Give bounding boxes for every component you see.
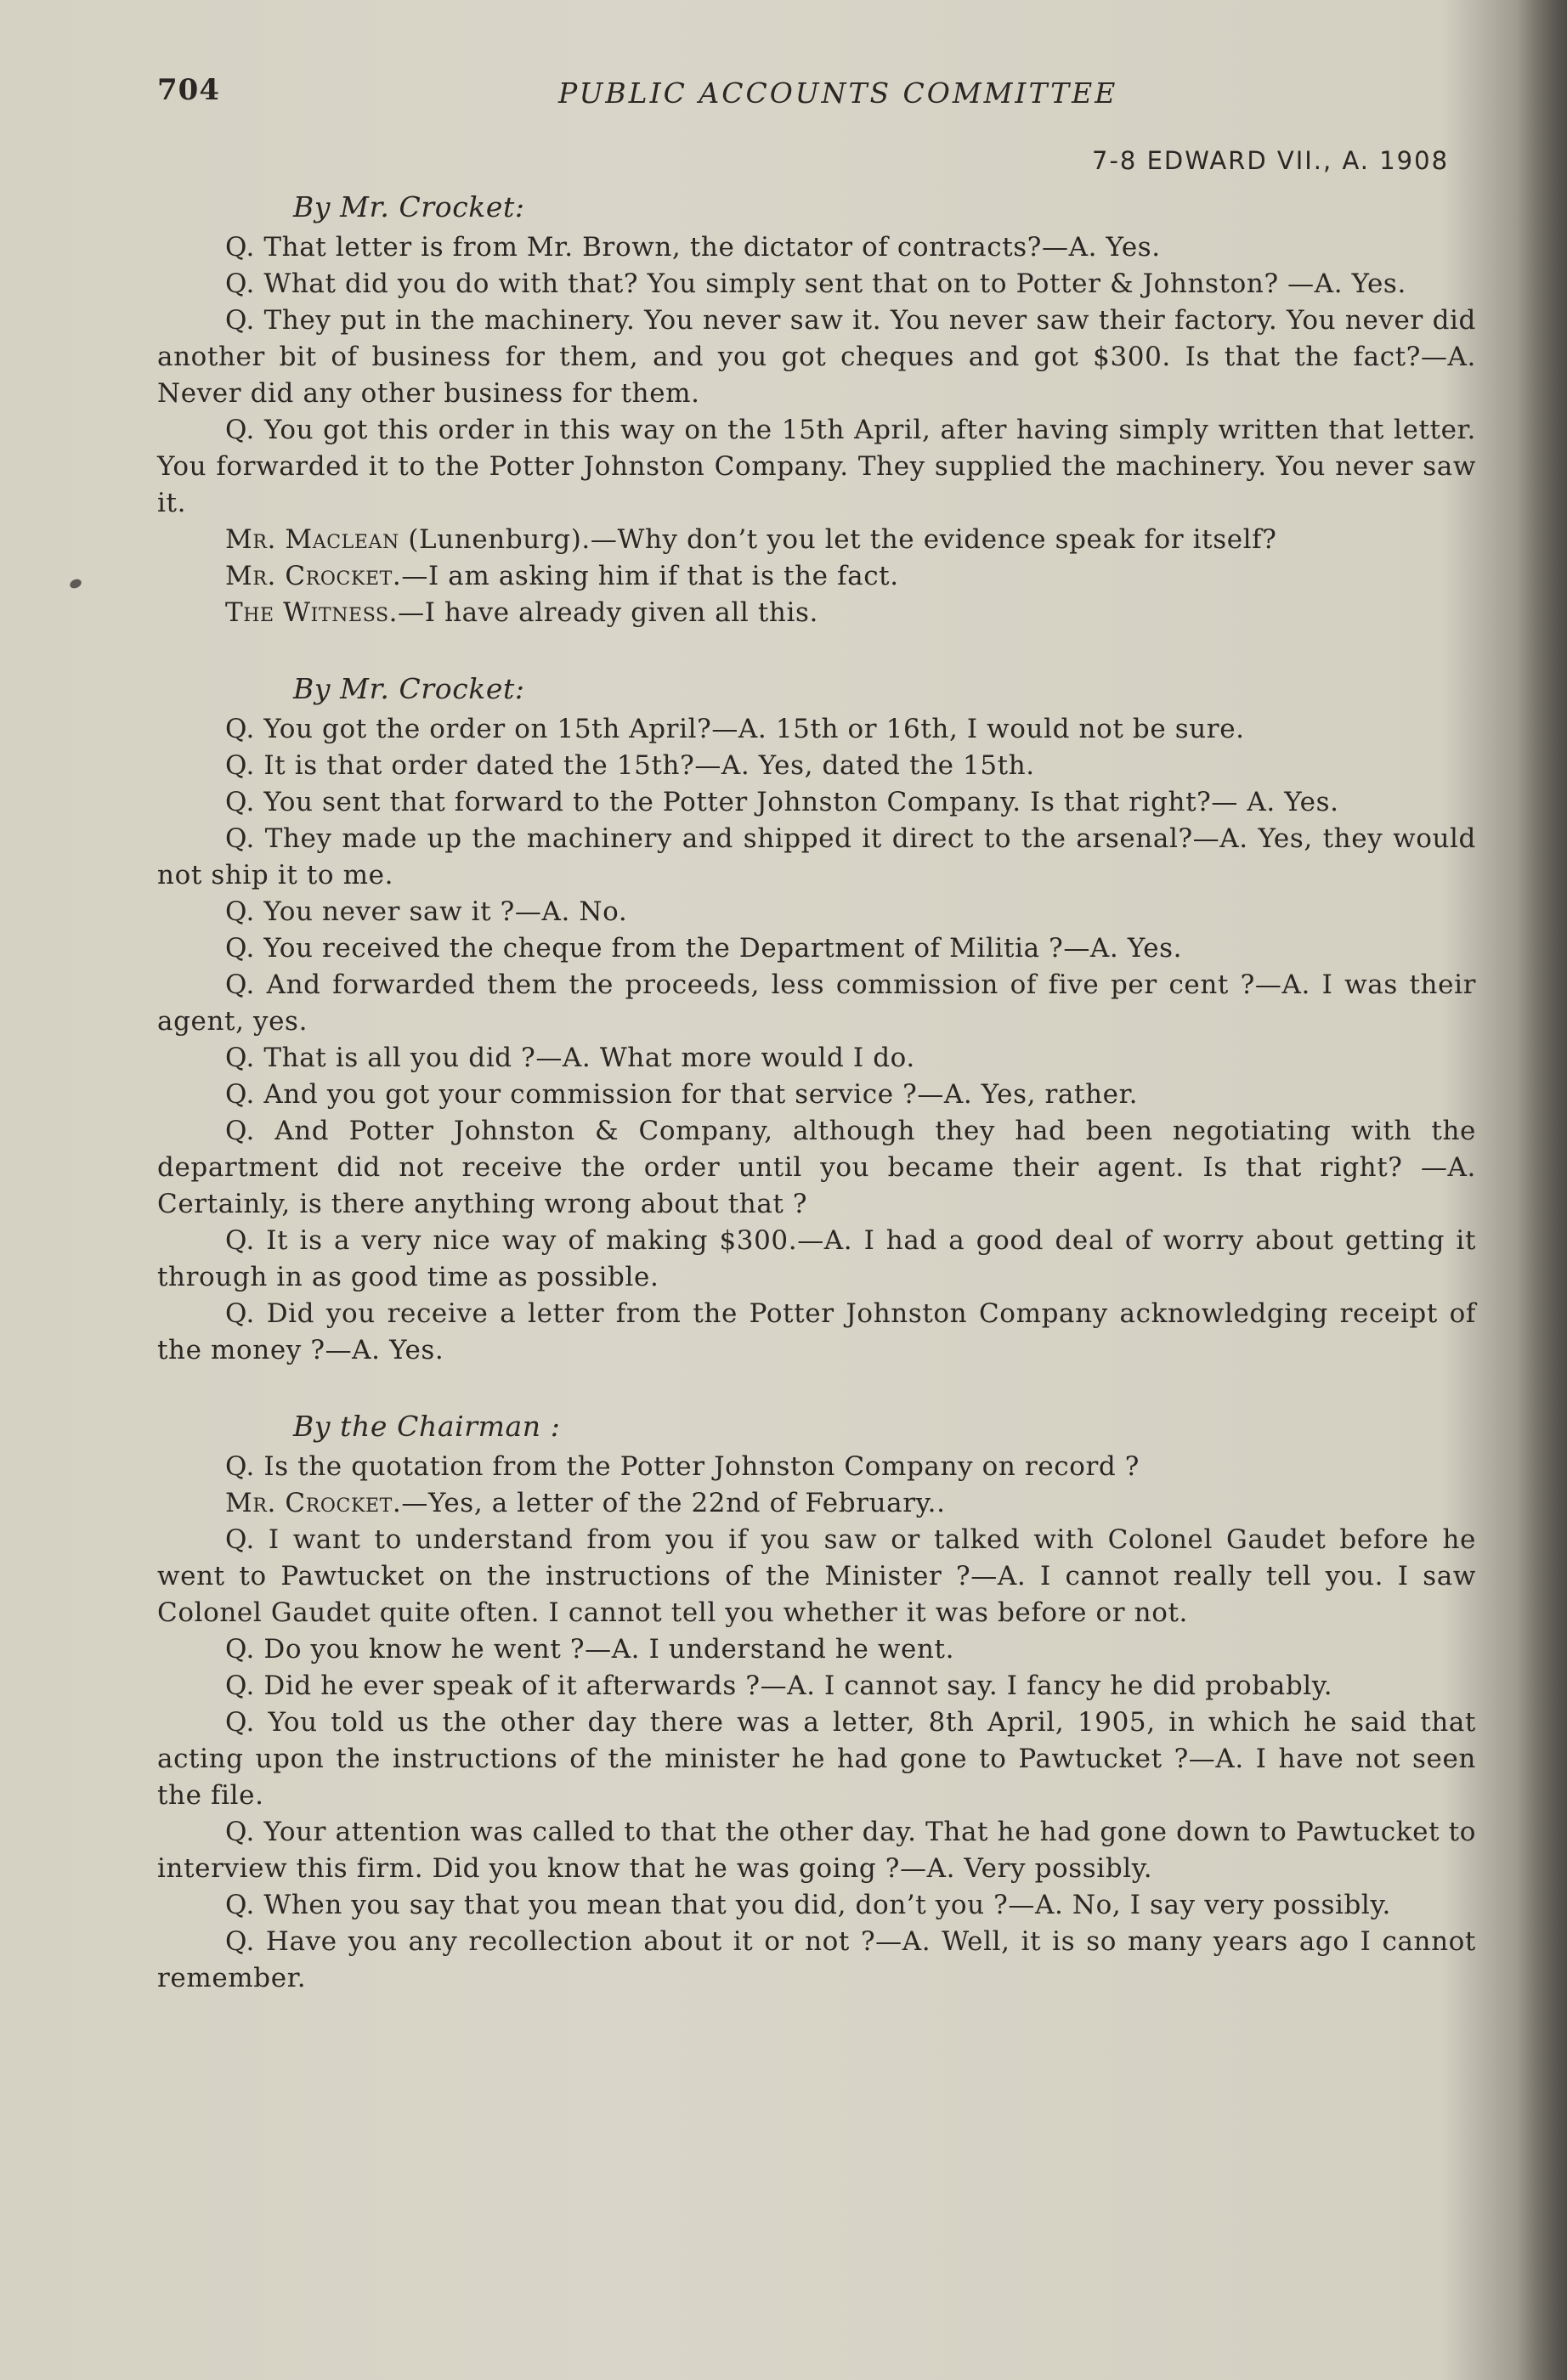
qa-paragraph: Q. You got this order in this way on the 15th April, after having simply written that letter. You forwarded it to the Potter Johnston Company. They supplied the machinery. You never saw it. (157, 415, 1476, 518)
qa-paragraph: Q. Is the quotation from the Potter Johnston Company on record ? (225, 1451, 1140, 1482)
page-edge-shadow (1516, 0, 1567, 2380)
qa-paragraph: Q. They made up the machinery and shipped it direct to the arsenal?—A. Yes, they would not ship it to me. (157, 823, 1476, 890)
section-subhead: By Mr. Crocket: (293, 190, 525, 223)
qa-paragraph: Q. Did you receive a letter from the Potter Johnston Company acknowledging receipt of the money ?—A. Yes. (157, 1298, 1476, 1365)
qa-paragraph: Q. You sent that forward to the Potter Johnston Company. Is that right?— A. Yes. (225, 787, 1339, 817)
speaker-name: Mr. Maclean (225, 524, 399, 555)
qa-paragraph: Q. Do you know he went ?—A. I understand he went. (225, 1634, 955, 1665)
qa-paragraph: Q. I want to understand from you if you saw or talked with Colonel Gaudet before he went to Pawtucket on the instructions of the Minister ?—A. I cannot really tell you. I saw Colonel Gaudet quite often. I cannot tell you whether it was before or not. (157, 1524, 1476, 1628)
section-subhead: By Mr. Crocket: (293, 672, 525, 705)
qa-paragraph: Q. And forwarded them the proceeds, less commission of five per cent ?—A. I was their agent, yes. (157, 970, 1476, 1037)
qa-paragraph: Q. You told us the other day there was a letter, 8th April, 1905, in which he said that acting upon the instructions of the minister he had gone to Pawtucket ?—A. I have not seen the file. (157, 1707, 1476, 1811)
qa-paragraph: Q. Your attention was called to that the other day. That he had gone down to Pawtucket to interview this firm. Did you know that he was going ?—A. Very possibly. (157, 1817, 1476, 1884)
speaker-name: Mr. Crocket. (225, 561, 402, 591)
qa-paragraph: Q. You got the order on 15th April?—A. 15th or 16th, I would not be sure. (225, 714, 1245, 744)
qa-paragraph: Q. They put in the machinery. You never saw it. You never saw their factory. You never did another bit of business for them, and you got cheques and got $300. Is that the fact?—A. Never did any other business for them. (157, 305, 1476, 409)
running-title: PUBLIC ACCOUNTS COMMITTEE (558, 76, 1118, 110)
qa-paragraph: Q. You never saw it ?—A. No. (225, 896, 628, 927)
qa-paragraph: Q. And Potter Johnston & Company, although they had been negotiating with the department did not receive the order until you became their agent. Is that right? —A. Certainly, is there anything wrong about that ? (157, 1116, 1476, 1219)
speaker-line (157, 1485, 1476, 1522)
qa-paragraph: Q. And you got your commission for that service ?—A. Yes, rather. (225, 1079, 1139, 1110)
edition-line: 7-8 EDWARD VII., A. 1908 (1092, 146, 1450, 175)
qa-paragraph: Q. It is that order dated the 15th?—A. Yes, dated the 15th. (225, 750, 1035, 781)
section-subhead: By the Chairman : (293, 1410, 561, 1443)
qa-paragraph: Q. It is a very nice way of making $300.—A. I had a good deal of worry about getting it through in as good time as possible. (157, 1225, 1476, 1292)
speaker-text: —I have already given all this. (398, 597, 818, 628)
document-body (157, 185, 1476, 1997)
speaker-text: —I am asking him if that is the fact. (401, 561, 899, 591)
qa-paragraph: Q. What did you do with that? You simply sent that on to Potter & Johnston? —A. Yes. (225, 269, 1406, 299)
qa-paragraph: Q. Did he ever speak of it afterwards ?—A. I cannot say. I fancy he did probably. (225, 1671, 1333, 1701)
qa-paragraph: Q. That is all you did ?—A. What more would I do. (225, 1043, 915, 1073)
qa-paragraph: Q. You received the cheque from the Department of Militia ?—A. Yes. (225, 933, 1183, 964)
page-number: 704 (157, 73, 220, 107)
qa-paragraph: Q. When you say that you mean that you did, don’t you ?—A. No, I say very possibly. (225, 1890, 1391, 1920)
qa-paragraph: Q. That letter is from Mr. Brown, the dictator of contracts?—A. Yes. (225, 232, 1161, 263)
speaker-line (157, 558, 1476, 595)
speaker-name: The Witness. (225, 597, 399, 628)
ink-mark (69, 578, 83, 591)
speaker-line (157, 595, 1476, 631)
speaker-line (157, 522, 1476, 558)
speaker-name: Mr. Crocket. (225, 1488, 402, 1518)
qa-paragraph: Q. Have you any recollection about it or not ?—A. Well, it is so many years ago I cannot remember. (157, 1926, 1476, 1993)
speaker-text: —Yes, a letter of the 22nd of February.. (401, 1488, 946, 1518)
speaker-text: (Lunenburg).—Why don’t you let the evidence speak for itself? (399, 524, 1277, 555)
